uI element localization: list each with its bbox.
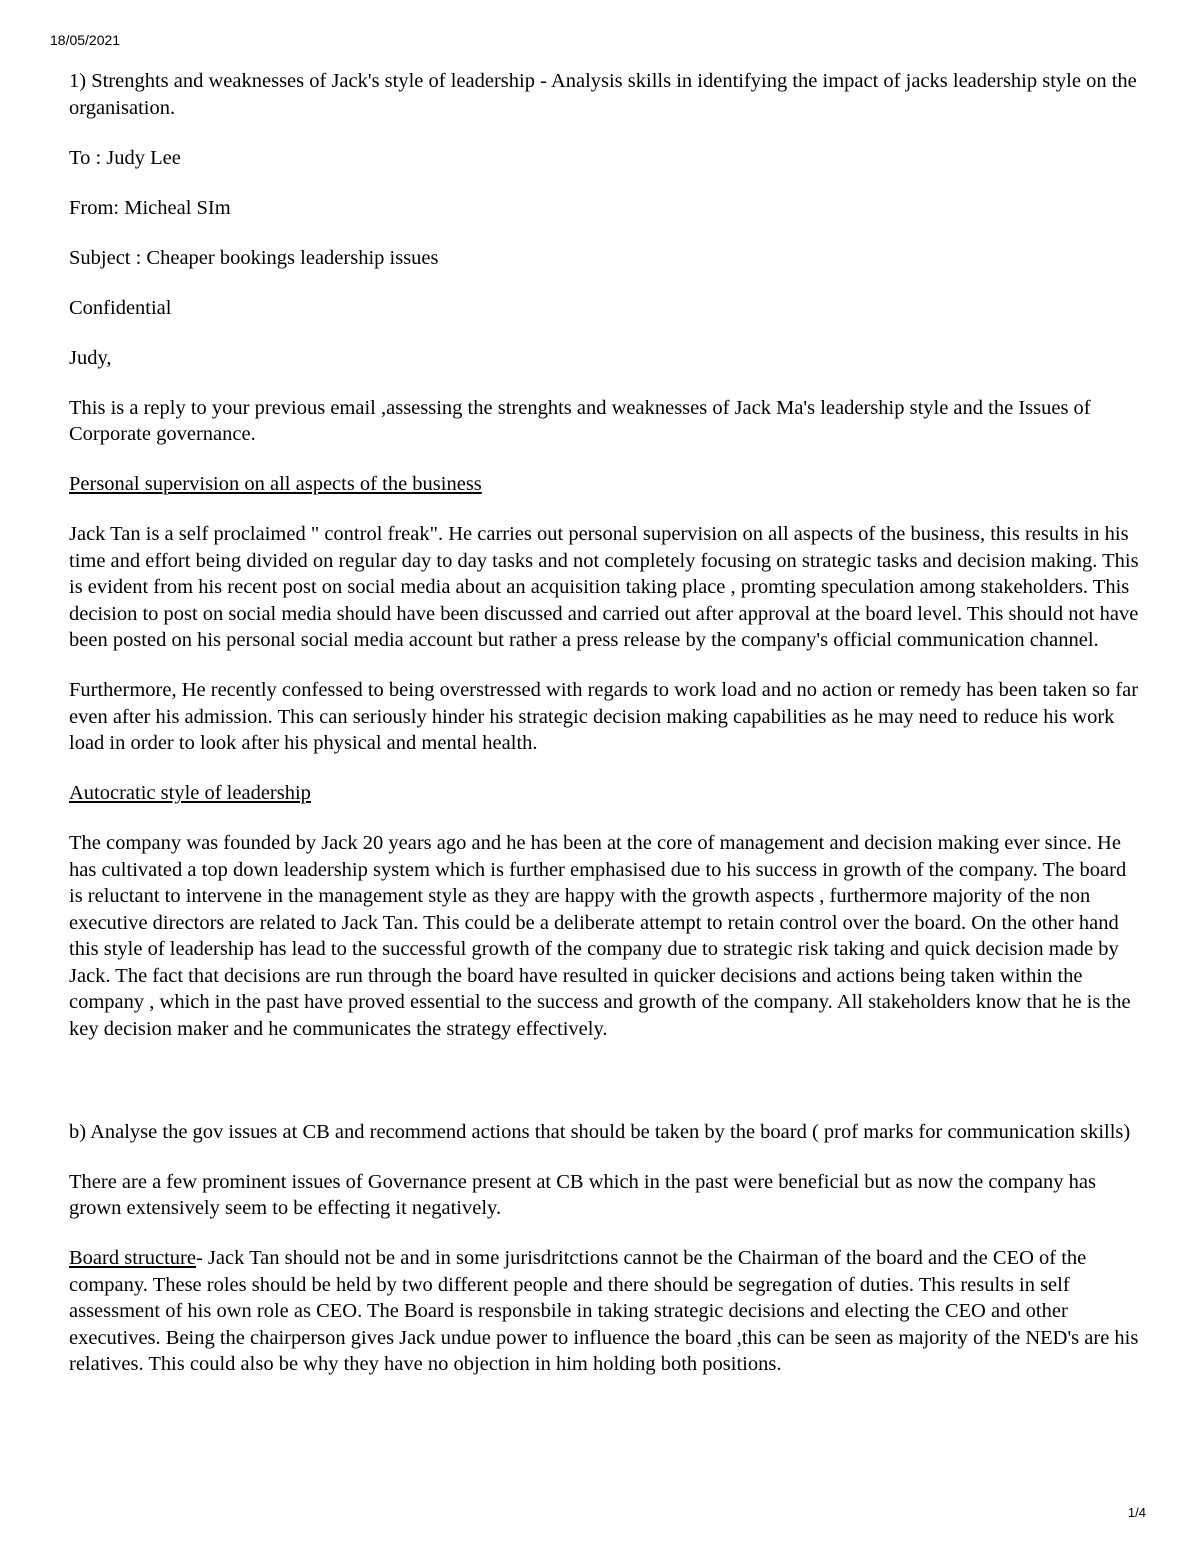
memo-to: To : Judy Lee	[69, 146, 181, 169]
paragraph-governance-intro: There are a few prominent issues of Governance present at CB which in the past were beneficial but as now the company has grown extensively seem to be effecting it negatively.	[69, 1170, 1096, 1219]
intro-paragraph: This is a reply to your previous email ,assessing the strenghts and weaknesses of Jack Ma's leadership style and the Issues of Corporate governance.	[69, 396, 1091, 445]
memo-subject: Subject : Cheaper bookings leadership issues	[69, 246, 439, 269]
page-number: 1/4	[1127, 1505, 1146, 1520]
salutation: Judy,	[69, 346, 112, 369]
document-body	[69, 68, 1144, 1401]
paragraph-supervision-1: Jack Tan is a self proclaimed " control freak". He carries out personal supervision on all aspects of the business, this results in his time and effort being divided on regular day to day tasks and not completely focusing on strategic tasks and decision making. This is evident from his recent post on social media about an acquisition taking place , promting speculation among stakeholders. This decision to post on social media should have been discussed and carried out after approval at the board level. This should not have been posted on his personal social media account but rather a press release by the company's official communication channel.	[69, 523, 1139, 651]
heading-board-structure: Board structure	[69, 1247, 196, 1269]
question-a: 1) Strenghts and weaknesses of Jack's style of leadership - Analysis skills in identifying the impact of jacks leadership style on the organisation.	[69, 70, 1137, 119]
heading-autocratic-style: Autocratic style of leadership	[69, 782, 311, 804]
heading-personal-supervision: Personal supervision on all aspects of the business	[69, 473, 482, 495]
document-date: 18/05/2021	[50, 32, 121, 48]
confidential-label: Confidential	[69, 296, 172, 319]
memo-from: From: Micheal SIm	[69, 196, 231, 219]
paragraph-board-structure	[69, 1245, 1144, 1378]
paragraph-supervision-2: Furthermore, He recently confessed to being overstressed with regards to work load and no action or remedy has been taken so far even after his admission. This can seriously hinder his strategic decision making capabilities as he may need to reduce his work load in order to look after his physical and mental health.	[69, 679, 1139, 754]
board-structure-text: - Jack Tan should not be and in some jurisdritctions cannot be the Chairman of the board and the CEO of the company. These roles should be held by two different people and there should be segregation of duties. This results in self assessment of his own role as CEO. The Board is responsbile in taking strategic decisions and electing the CEO and other executives. Being the chairperson gives Jack undue power to influence the board ,this can be seen as majority of the NED's are his relatives. This could also be why they have no objection in him holding both positions.	[69, 1247, 1139, 1375]
question-b: b) Analyse the gov issues at CB and recommend actions that should be taken by the board ( prof marks for communication skills)	[69, 1120, 1131, 1143]
spacer	[69, 1066, 1144, 1119]
paragraph-autocratic: The company was founded by Jack 20 years ago and he has been at the core of management and decision making ever since. He has cultivated a top down leadership system which is further emphasised due to his success in growth of the company. The board is reluctant to intervene in the management style as they are happy with the growth aspects , furthermore majority of the non executive directors are related to Jack Tan. This could be a deliberate attempt to retain control over the board. On the other hand this style of leadership has lead to the successful growth of the company due to strategic risk taking and quick decision made by Jack. The fact that decisions are run through the board have resulted in quicker decisions and actions being taken within the company , which in the past have proved essential to the success and growth of the company. All stakeholders know that he is the key decision maker and he communicates the strategy effectively.	[69, 832, 1131, 1040]
